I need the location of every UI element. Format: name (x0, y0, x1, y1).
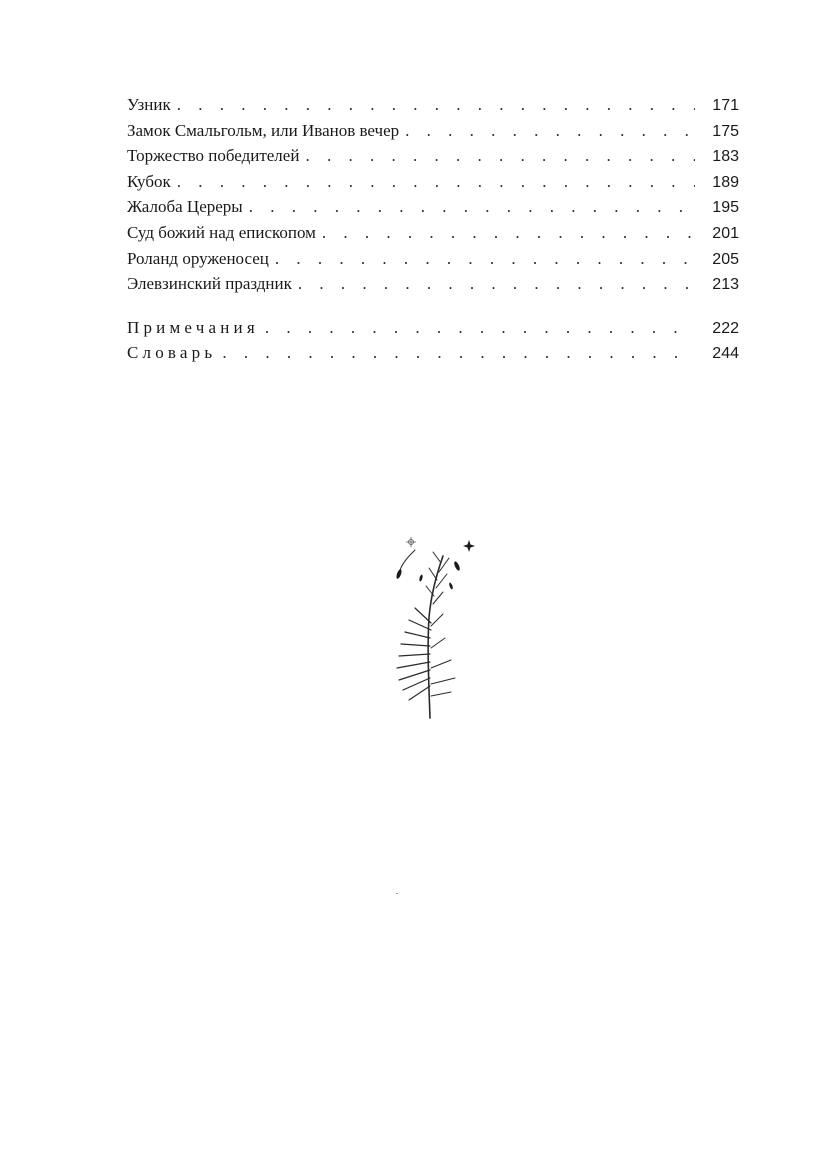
toc-entry-page: 183 (712, 148, 739, 166)
flower-sprig-icon (385, 528, 485, 723)
toc-dot-leader (177, 92, 695, 118)
toc-entry[interactable] (127, 271, 739, 297)
toc-dot-leader (249, 194, 695, 220)
toc-entry[interactable] (127, 92, 739, 118)
toc-entry[interactable] (127, 118, 739, 144)
toc-entry[interactable] (127, 246, 739, 272)
toc-entry-title: Словарь (127, 343, 217, 363)
toc-entry-page: 195 (712, 199, 739, 217)
toc-entry-title: Суд божий над епископом (127, 222, 316, 242)
toc-appendix-entry[interactable] (127, 315, 739, 341)
toc-dot-leader (222, 340, 695, 366)
toc-entry-title: Элевзинский праздник (127, 274, 292, 294)
toc-entry-page: 222 (712, 319, 739, 337)
toc-entry[interactable] (127, 169, 739, 195)
toc-entry-title: Жалоба Цереры (127, 197, 243, 217)
section-gap (127, 297, 739, 315)
toc-entry-page: 189 (712, 173, 739, 191)
toc-entry-title: Торжество победителей (127, 146, 300, 166)
toc-entry-page: 201 (712, 224, 739, 242)
toc-entry-page: 175 (712, 122, 739, 140)
toc-appendix-entry[interactable] (127, 340, 739, 366)
toc-entry-title: Примечания (127, 317, 259, 337)
toc-entry[interactable] (127, 194, 739, 220)
toc-dot-leader (265, 315, 695, 341)
toc-entry-title: Замок Смальгольм, или Иванов вечер (127, 120, 400, 140)
toc-dot-leader (177, 169, 695, 195)
toc-dot-leader (405, 118, 695, 144)
toc-entry[interactable] (127, 220, 739, 246)
toc-dot-leader (305, 143, 695, 169)
page-speck (396, 893, 398, 894)
toc-entry-title: Роланд оруженосец (127, 248, 269, 268)
toc-entry-page: 205 (712, 250, 739, 268)
toc-entry-title: Кубок (127, 171, 171, 191)
toc-entry-title: Узник (127, 95, 171, 114)
toc-entry-page: 244 (712, 345, 739, 363)
toc-dot-leader (322, 220, 695, 246)
toc-dot-leader (275, 246, 695, 272)
toc-dot-leader (298, 271, 695, 297)
table-of-contents (127, 92, 739, 366)
toc-entry-page: 171 (712, 97, 739, 114)
toc-entry[interactable] (127, 143, 739, 169)
toc-entry-page: 213 (712, 276, 739, 294)
